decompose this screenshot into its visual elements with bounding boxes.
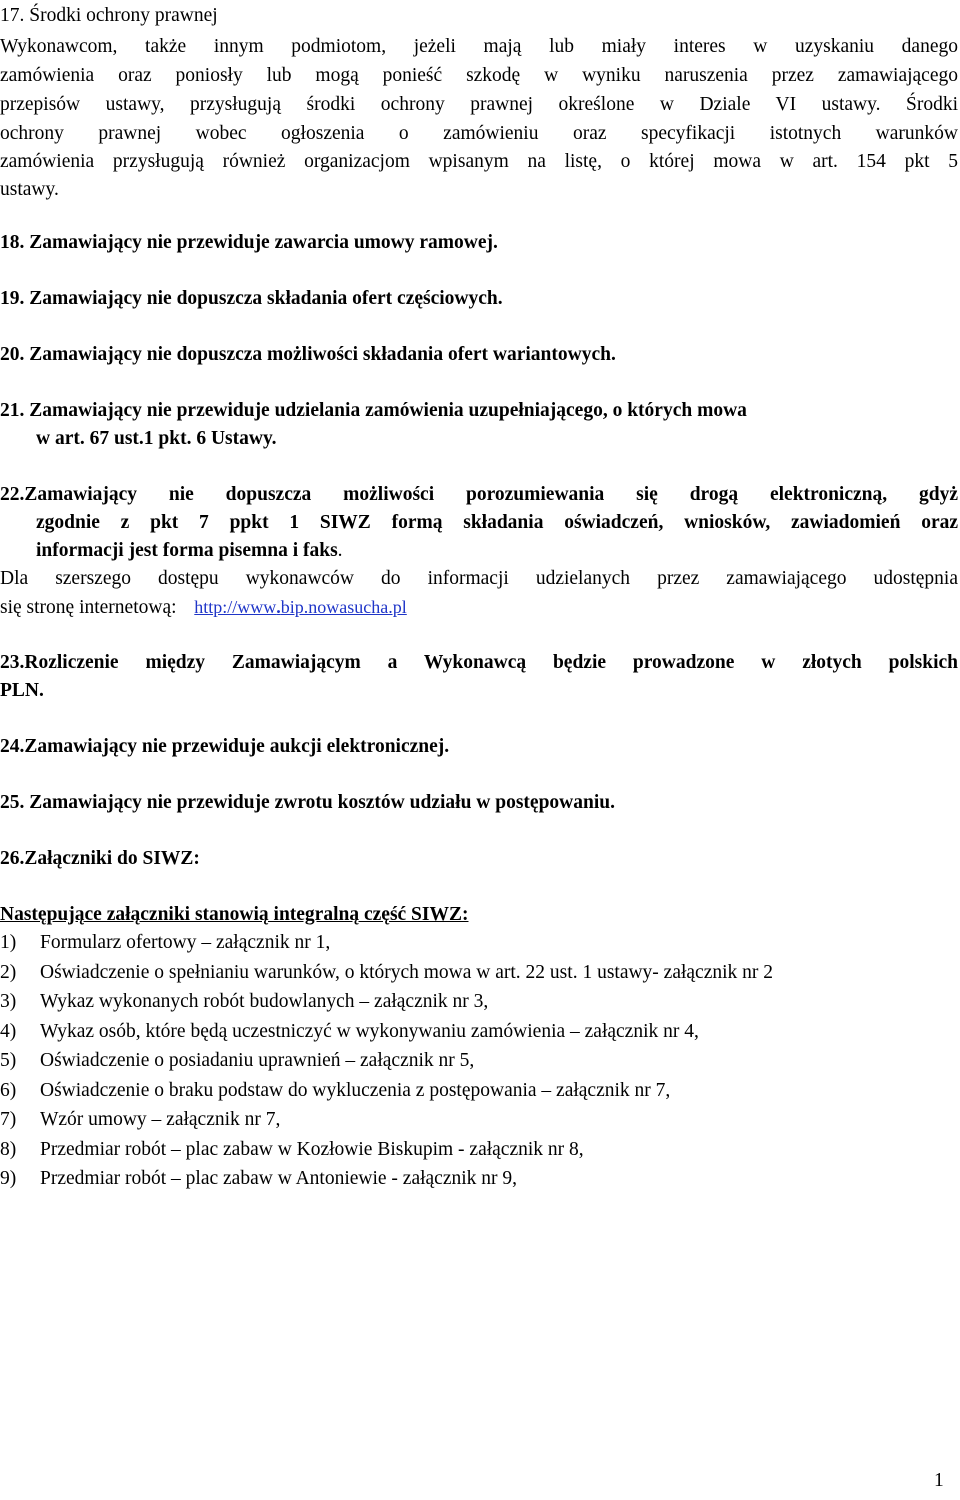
website-link-part-2[interactable]: bip.nowasucha.pl [280, 597, 407, 617]
section-17-heading: 17. Środki ochrony prawnej [0, 5, 218, 26]
section-22-line-1: 22.Zamawiający nie dopuszcza możliwości porozumiewania się drogą elektroniczną, gdyż [0, 484, 958, 505]
attachment-item: 5) Oświadczenie o posiadaniu uprawnień – załącznik nr 5, [0, 1050, 475, 1071]
section-17-text-line-4: ochrony prawnej wobec ogłoszenia o zamówieniu oraz specyfikacji istotnych warunków [0, 123, 958, 144]
attachment-item: 1) Formularz ofertowy – załącznik nr 1, [0, 932, 331, 953]
section-17-text-line-3: przepisów ustawy, przysługują środki ochrony prawnej określone w Dziale VI ustawy. Środki [0, 94, 958, 115]
section-21-line-2: w art. 67 ust.1 pkt. 6 Ustawy. [36, 428, 277, 449]
section-22-line-5 [0, 594, 407, 621]
section-21-line-1: 21. Zamawiający nie przewiduje udzielania zamówienia uzupełniającego, o których mowa [0, 400, 747, 421]
page-number: 1 [934, 1470, 944, 1491]
attachment-item: 8) Przedmiar robót – plac zabaw w Kozłowie Biskupim - załącznik nr 8, [0, 1139, 584, 1160]
website-link-dot[interactable]: . [276, 597, 281, 617]
section-23-line-2: PLN. [0, 680, 44, 701]
attachment-item: 9) Przedmiar robót – plac zabaw w Antoniewie - załącznik nr 9, [0, 1168, 518, 1189]
section-19: 19. Zamawiający nie dopuszcza składania ofert częściowych. [0, 288, 503, 309]
section-23-line-1: 23.Rozliczenie między Zamawiającym a Wykonawcą będzie prowadzone w złotych polskich [0, 652, 958, 673]
section-17-text-line-6: ustawy. [0, 179, 59, 200]
website-link-part-1[interactable]: http://www [194, 597, 277, 617]
section-26: 26.Załączniki do SIWZ: [0, 848, 200, 869]
section-18: 18. Zamawiający nie przewiduje zawarcia umowy ramowej. [0, 232, 498, 253]
attachment-item: 6) Oświadczenie o braku podstaw do wykluczenia z postępowania – załącznik nr 7, [0, 1080, 671, 1101]
section-17-text-line-2: zamówienia oraz poniosły lub mogą ponieść szkodę w wyniku naruszenia przez zamawiającego [0, 65, 958, 86]
attachment-item: 4) Wykaz osób, które będą uczestniczyć w wykonywaniu zamówienia – załącznik nr 4, [0, 1021, 699, 1042]
section-22-line-2: zgodnie z pkt 7 ppkt 1 SIWZ formą składania oświadczeń, wniosków, zawiadomień oraz [36, 512, 958, 533]
section-22-line-3 [36, 538, 343, 564]
section-20: 20. Zamawiający nie dopuszcza możliwości składania ofert wariantowych. [0, 344, 616, 365]
section-22-line-3-end: . [337, 540, 343, 561]
website-label: się stronę internetową: [0, 597, 177, 618]
section-22-line-4: Dla szerszego dostępu wykonawców do informacji udzielanych przez zamawiającego udostępnia [0, 568, 958, 589]
section-17-text-line-1: Wykonawcom, także innym podmiotom, jeżeli mają lub miały interes w uzyskaniu danego [0, 36, 958, 57]
attachment-item: 2) Oświadczenie o spełnianiu warunków, o których mowa w art. 22 ust. 1 ustawy- załącznik nr 2 [0, 962, 774, 983]
attachments-heading: Następujące załączniki stanowią integralną część SIWZ: [0, 904, 469, 925]
section-17-text-line-5: zamówienia przysługują również organizacjom wpisanym na listę, o której mowa w art. 154 pkt 5 [0, 151, 958, 172]
attachment-item: 7) Wzór umowy – załącznik nr 7, [0, 1109, 281, 1130]
section-25: 25. Zamawiający nie przewiduje zwrotu kosztów udziału w postępowaniu. [0, 792, 615, 813]
section-24: 24.Zamawiający nie przewiduje aukcji elektronicznej. [0, 736, 450, 757]
attachment-item: 3) Wykaz wykonanych robót budowlanych – załącznik nr 3, [0, 991, 489, 1012]
section-22-line-3-text: informacji jest forma pisemna i faks [36, 540, 338, 561]
